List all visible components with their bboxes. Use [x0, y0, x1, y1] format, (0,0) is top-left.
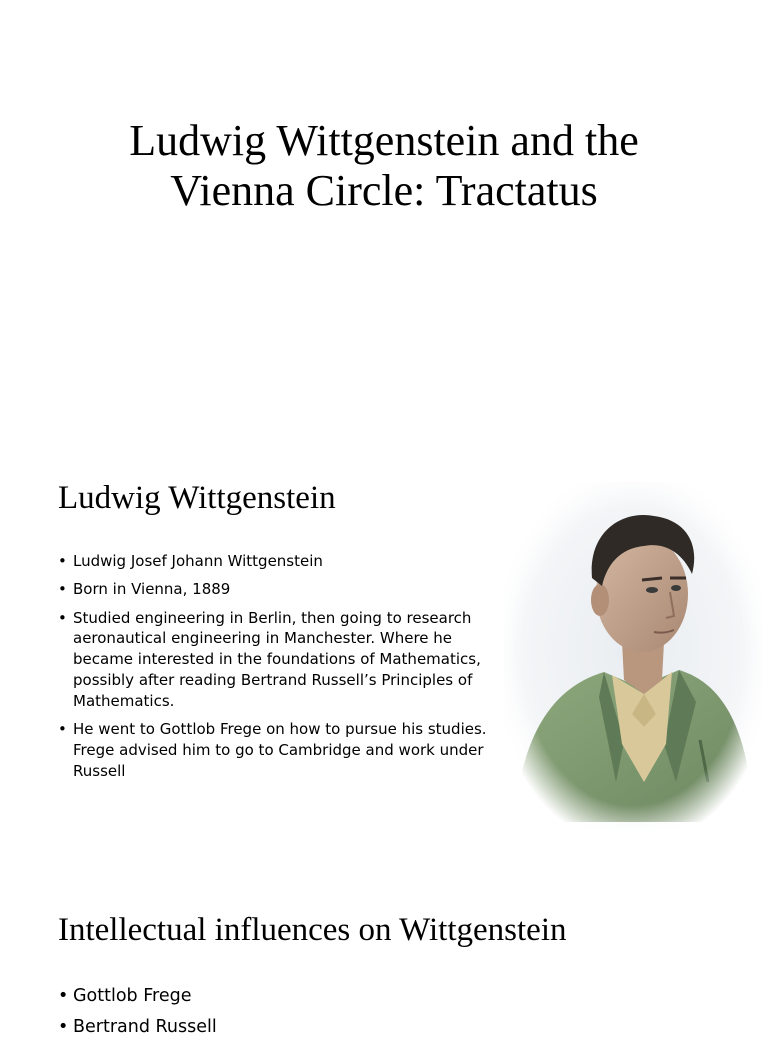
list-item [58, 579, 504, 600]
bullet-marker: • [58, 720, 67, 739]
presentation-title [60, 116, 708, 216]
bullet-marker: • [58, 608, 67, 627]
list-item [58, 608, 504, 712]
influences-slide [0, 880, 768, 1037]
list-item [58, 984, 658, 1008]
bullet-text: Studied engineering in Berlin, then going to research aeronautical engineering in Manchester. Where he became interested in the foundations of Mathematics, possibly after reading Bertrand Russell’s Principles of Mathematics. [73, 608, 481, 710]
portrait-photo [504, 482, 762, 830]
bullet-text: He went to Gottlob Frege on how to pursue his studies. Frege advised him to go to Cambridge and work under Russell [73, 720, 487, 780]
title-line-2: Vienna Circle: Tractatus [170, 166, 598, 215]
influences-bullet-list [58, 984, 658, 1046]
slide-heading: Intellectual influences on Wittgenstein [58, 912, 567, 948]
bullet-marker: • [58, 580, 67, 599]
bullet-text: Born in Vienna, 1889 [73, 580, 231, 599]
bullet-marker: • [58, 552, 67, 570]
bullet-text: Ludwig Josef Johann Wittgenstein [73, 552, 323, 570]
bullet-text: Bertrand Russell [73, 1017, 217, 1037]
list-item [58, 1015, 658, 1039]
slide-heading: Ludwig Wittgenstein [58, 480, 336, 516]
bullet-marker: • [58, 986, 69, 1006]
biography-bullet-list [58, 551, 504, 789]
list-item [58, 719, 504, 781]
bullet-marker: • [58, 1017, 69, 1037]
bullet-text: Gottlob Frege [73, 986, 192, 1006]
title-line-1: Ludwig Wittgenstein and the [129, 116, 639, 165]
list-item [58, 551, 504, 572]
